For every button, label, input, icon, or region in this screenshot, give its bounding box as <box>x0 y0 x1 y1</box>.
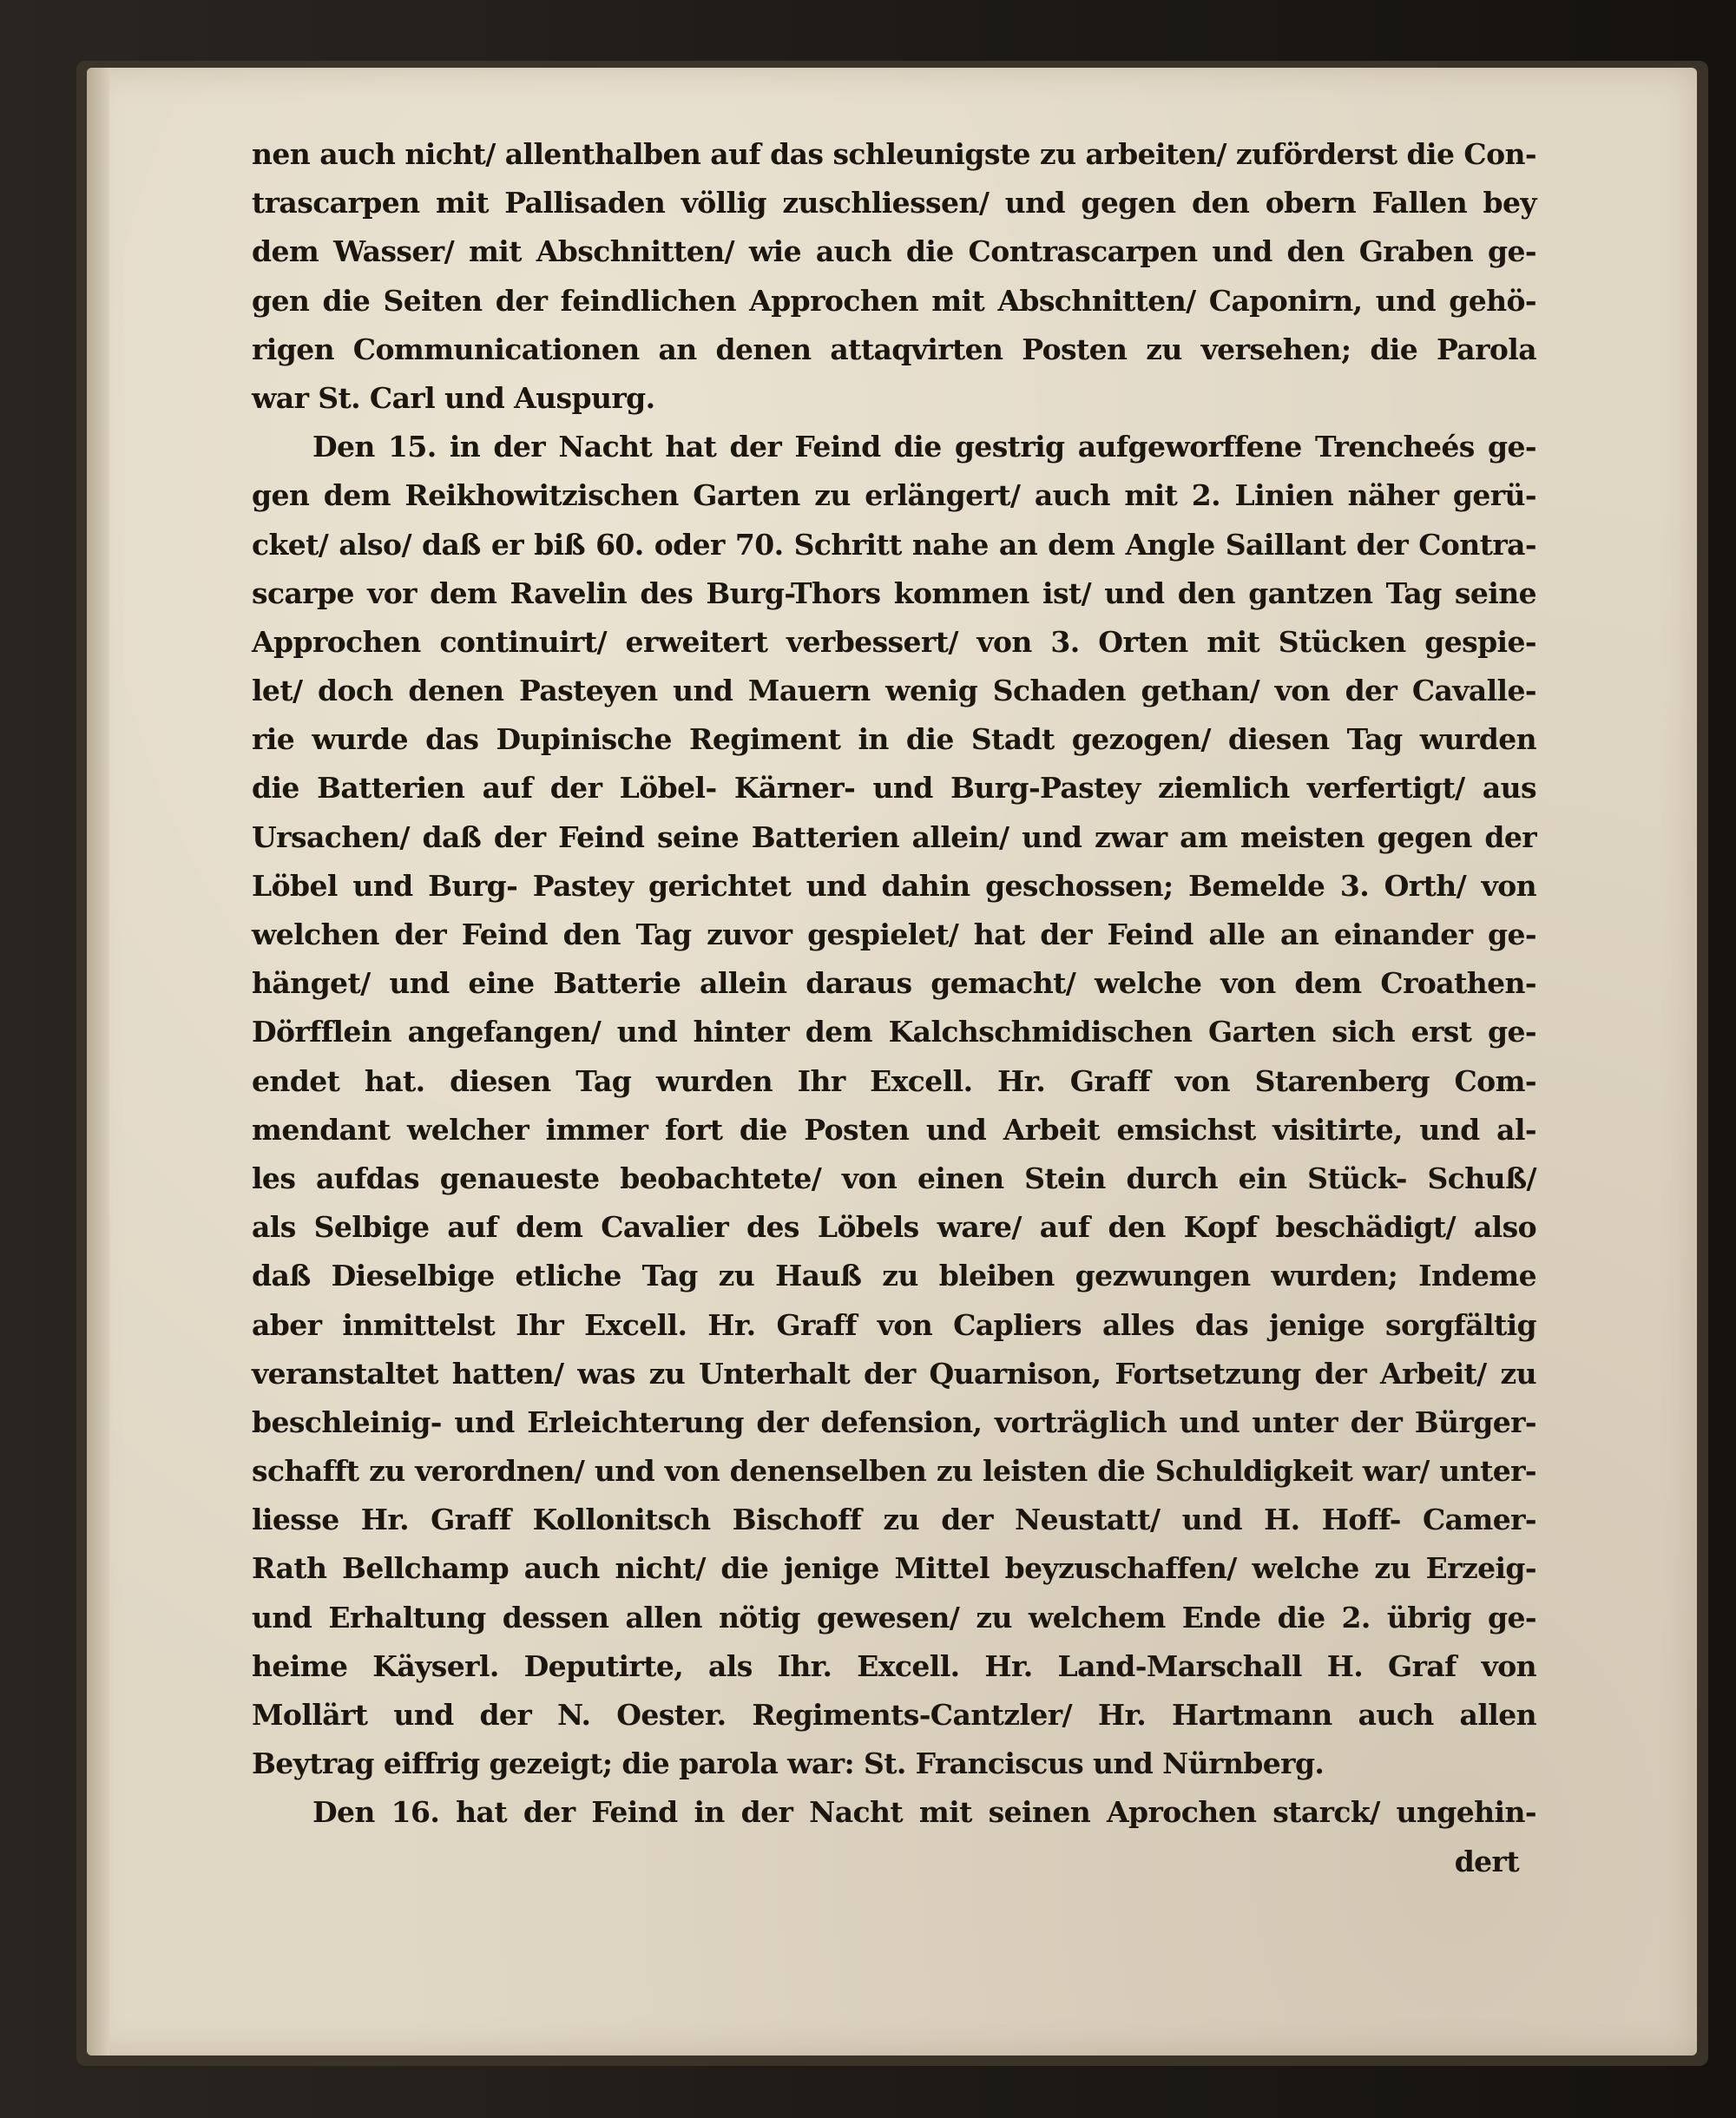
text-line-23: als Selbige auf dem Cavalier des Löbels ware/ auf den Kopf beschädigt/ also <box>252 1210 1536 1245</box>
text-line-13: rie wurde das Dupinische Regiment in die Stadt gezogen/ diesen Tag wurden <box>252 722 1536 757</box>
text-line-28: schafft zu verordnen/ und von denenselben zu leisten die Schuldigkeit war/ unter- <box>252 1454 1536 1489</box>
text-line-19: Dörfflein angefangen/ und hinter dem Kalchschmidischen Garten sich erst ge- <box>252 1015 1536 1049</box>
text-line-4: gen die Seiten der feindlichen Approchen mit Abschnitten/ Caponirn, und gehö- <box>252 283 1536 318</box>
text-line-33: Mollärt und der N. Oester. Regiments-Cantzler/ Hr. Hartmann auch allen <box>252 1698 1536 1732</box>
text-line-29: liesse Hr. Graff Kollonitsch Bischoff zu der Neustatt/ und H. Hoff- Camer- <box>252 1503 1536 1537</box>
text-line-27: beschleinig- und Erleichterung der defension, vorträglich und unter der Bürger- <box>252 1404 1536 1439</box>
text-line-12: let/ doch denen Pasteyen und Mauern wenig Schaden gethan/ von der Cavalle- <box>252 674 1536 708</box>
text-line-34: Beytrag eiffrig gezeigt; die parola war: St. Franciscus und Nürnberg. <box>252 1746 1325 1781</box>
text-line-14: die Batterien auf der Löbel- Kärner- und Burg-Pastey ziemlich verfertigt/ aus <box>252 771 1536 806</box>
text-line-22: les aufdas genaueste beobachtete/ von einen Stein durch ein Stück- Schuß/ <box>252 1161 1536 1195</box>
text-line-35: Den 16. hat der Feind in der Nacht mit seinen Aprochen starck/ ungehin- <box>312 1795 1536 1830</box>
text-line-7: Den 15. in der Nacht hat der Feind die gestrig aufgeworffene Trencheés ge- <box>312 430 1536 464</box>
page-left-edge <box>87 68 109 2056</box>
text-line-6: war St. Carl und Auspurg. <box>252 380 655 415</box>
text-line-3: dem Wasser/ mit Abschnitten/ wie auch die Contrascarpen und den Graben ge- <box>252 234 1536 269</box>
catchword: dert <box>1454 1844 1519 1878</box>
text-line-15: Ursachen/ daß der Feind seine Batterien allein/ und zwar am meisten gegen der <box>252 819 1536 854</box>
text-line-10: scarpe vor dem Ravelin des Burg-Thors kommen ist/ und den gantzen Tag seine <box>252 576 1536 610</box>
text-line-25: aber inmittelst Ihr Excell. Hr. Graff von Capliers alles das jenige sorgfältig <box>252 1307 1536 1342</box>
text-line-20: endet hat. diesen Tag wurden Ihr Excell. Hr. Graff von Starenberg Com- <box>252 1063 1536 1098</box>
text-line-1: nen auch nicht/ allenthalben auf das schleunigste zu arbeiten/ zuförderst die Con- <box>252 137 1536 171</box>
text-line-9: cket/ also/ daß er biß 60. oder 70. Schritt nahe an dem Angle Saillant der Contra- <box>252 527 1536 562</box>
text-line-16: Löbel und Burg- Pastey gerichtet und dahin geschossen; Bemelde 3. Orth/ von <box>252 868 1536 903</box>
text-line-24: daß Dieselbige etliche Tag zu Hauß zu bleiben gezwungen wurden; Indeme <box>252 1259 1536 1293</box>
text-line-32: heime Käyserl. Deputirte, als Ihr. Excell. Hr. Land-Marschall H. Graf von <box>252 1648 1536 1683</box>
page-text <box>252 130 1536 1878</box>
text-line-5: rigen Communicationen an denen attaqvirten Posten zu versehen; die Parola <box>252 332 1536 366</box>
text-line-11: Approchen continuirt/ erweitert verbessert/ von 3. Orten mit Stücken gespie- <box>252 624 1536 659</box>
text-line-21: mendant welcher immer fort die Posten und Arbeit emsichst visitirte, und al- <box>252 1112 1536 1147</box>
text-line-30: Rath Bellchamp auch nicht/ die jenige Mittel beyzuschaffen/ welche zu Erzeig- <box>252 1551 1536 1586</box>
text-line-26: veranstaltet hatten/ was zu Unterhalt der Quarnison, Fortsetzung der Arbeit/ zu <box>252 1356 1536 1391</box>
text-line-31: und Erhaltung dessen allen nötig gewesen/ zu welchem Ende die 2. übrig ge- <box>252 1600 1536 1635</box>
text-line-2: trascarpen mit Pallisaden völlig zuschliessen/ und gegen den obern Fallen bey <box>252 186 1536 220</box>
text-line-17: welchen der Feind den Tag zuvor gespielet/ hat der Feind alle an einander ge- <box>252 918 1536 951</box>
text-line-18: hänget/ und eine Batterie allein daraus gemacht/ welche von dem Croathen- <box>252 966 1536 1001</box>
text-line-8: gen dem Reikhowitzischen Garten zu erlängert/ auch mit 2. Linien näher gerü- <box>252 478 1536 513</box>
